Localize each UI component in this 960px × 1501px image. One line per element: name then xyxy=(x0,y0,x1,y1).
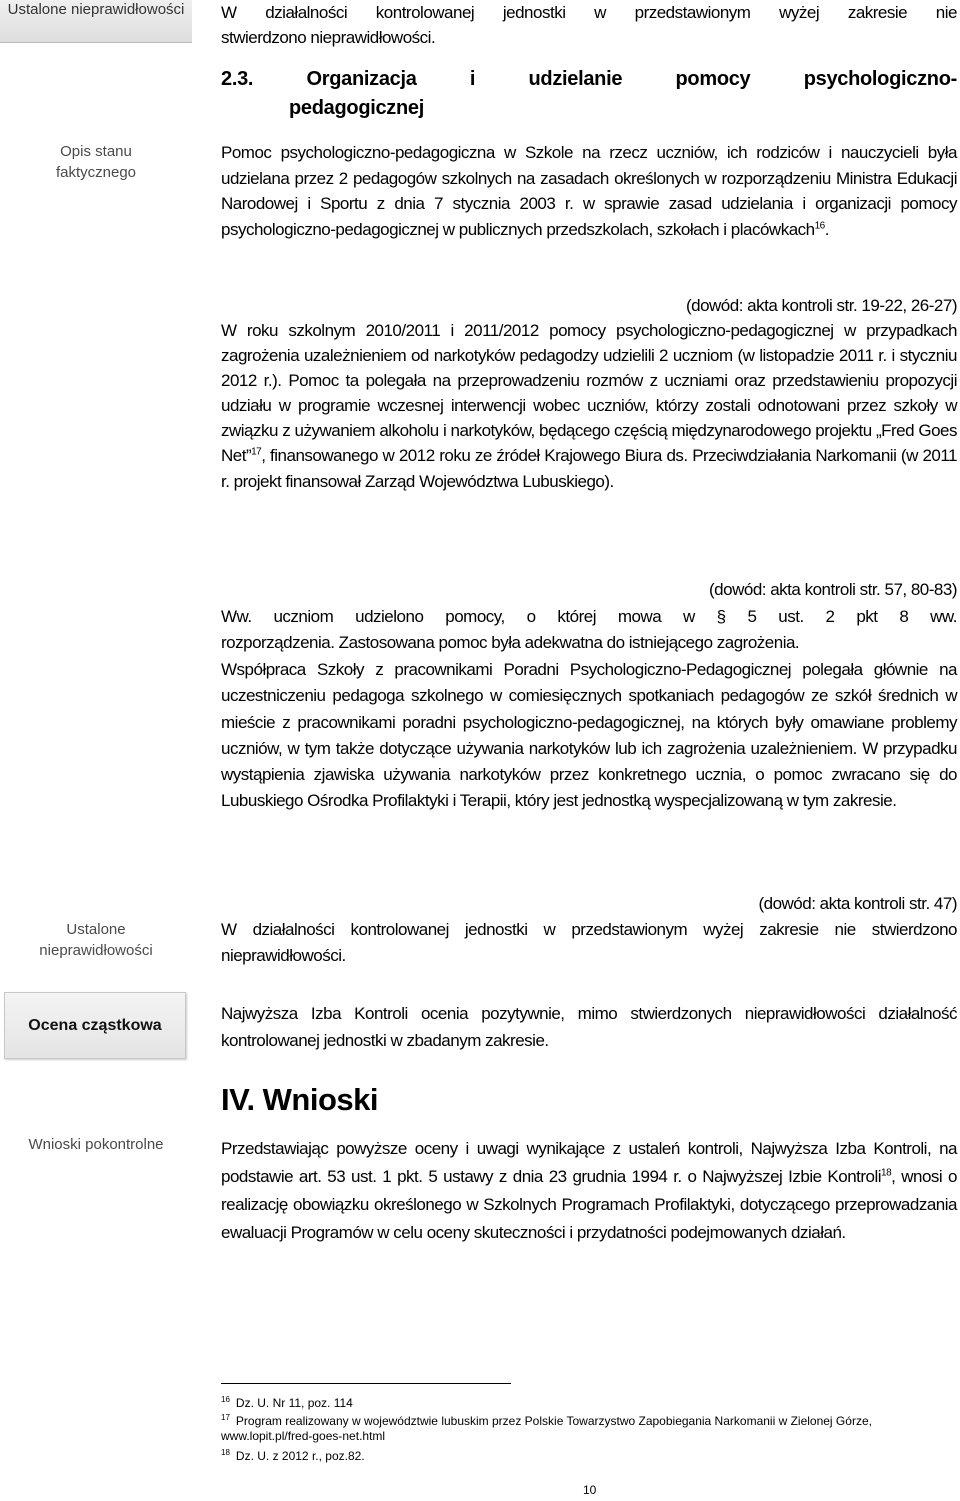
conclusions-text-b: , wnosi o realizację obowiązku określonego w Szkolnych Programach Profilaktyki, dotyczącego przeprowadzania ewaluacji Programów w celu oceny skuteczności i przydatności podejmowanych działań. xyxy=(221,1167,958,1242)
sidebar-label-opis: Opis stanu faktycznego xyxy=(55,143,137,181)
footnote-ref-17: 17 xyxy=(251,446,262,458)
footnote-number: 18 xyxy=(221,1448,230,1457)
evidence-1: (dowód: akta kontroli str. 19-22, 26-27) xyxy=(685,296,957,315)
paragraph-2-text-cont: , finansowanego w 2012 roku ze źródeł Krajowego Biura ds. Przeciwdziałania Narkomanii (w 2011 r. projekt finansował Zarząd Województwa Lubuskiego). xyxy=(221,446,957,491)
conclusions-text xyxy=(221,1135,957,1247)
conclusions-heading: IV. Wnioski xyxy=(221,1082,379,1117)
paragraph-2 xyxy=(221,318,957,494)
conclusions-text-a: Przedstawiając powyższe oceny i uwagi wynikające z ustaleń kontroli, Najwyższa Izba Kontroli, na podstawie art. 53 ust. 1 pkt. 5 ustawy z dnia 23 grudnia 1994 r. o Najwyższej Izbie Kontroli xyxy=(221,1139,957,1186)
footnote-number: 17 xyxy=(221,1413,230,1422)
sidebar-label-ocena: Ocena cząstkowa xyxy=(4,992,186,1059)
paragraph-3-line-2: rozporządzenia. Zastosowana pomoc była adekwatna do istniejącego zagrożenia. xyxy=(221,633,800,652)
intro-line-2: stwierdzono nieprawidłowości. xyxy=(221,28,436,47)
section-heading: 2.3. Organizacja i udzielanie pomocy psychologiczno- xyxy=(221,68,957,90)
footnote-text: Dz. U. Nr 11, poz. 114 xyxy=(235,1396,353,1410)
footnote-17 xyxy=(221,1414,957,1444)
sidebar-label-ustalone: Ustalone nieprawidłowości xyxy=(39,921,153,959)
finding-text: W działalności kontrolowanej jednostki w przedstawionym wyżej zakresie nie stwierdzono nieprawidłowości. xyxy=(221,920,957,965)
evidence-3: (dowód: akta kontroli str. 47) xyxy=(758,894,957,913)
section-heading-cont: pedagogicznej xyxy=(289,97,425,119)
paragraph-2-text: W roku szkolnym 2010/2011 i 2011/2012 pomocy psychologiczno-pedagogicznej w przypadkach zagrożenia uzależnieniem od narkotyków pedagodzy udzielili 2 uczniom (w listopadzie 2011 r. i styczniu 2012 r.). Pomoc ta polegała na przeprowadzeniu rozmów z uczniami oraz przedstawieniu propozycji udziału w programie wczesnej interwencji wobec uczniów, którzy zostali odnotowani przez szkoły w związku z używaniem alkoholu i narkotyków, będącego częścią międzynarodowego projektu „Fred Goes Net” xyxy=(221,321,957,466)
footnote-18 xyxy=(221,1449,957,1464)
paragraph-1-text: Pomoc psychologiczno-pedagogiczna w Szkole na rzecz uczniów, ich rodziców i nauczycieli była udzielana przez 2 pedagogów szkolnych na zasadach określonych w rozporządzeniu Ministra Edukacji Narodowej i Sportu z dnia 7 stycznia 2003 r. w sprawie zasad udzielania i organizacji pomocy psychologiczno-pedagogicznej w publicznych przedszkolach, szkołach i placówkach xyxy=(221,143,957,239)
paragraph-4: Współpraca Szkoły z pracownikami Poradni Psychologiczno-Pedagogicznej polegała głównie na uczestniczeniu pedagoga szkolnego w comiesięcznych spotkaniach pedagogów ze szkół średnich w mieście z pracownikami poradni psychologiczno-pedagogicznej, na których były omawiane problemy uczniów, w tym także dotyczące używania narkotyków lub ich zagrożenia uzależnieniem. W przypadku wystąpienia zjawiska używania narkotyków przez konkretnego ucznia, o pomoc zwracano się do Lubuskiego Ośrodka Profilaktyki i Terapii, który jest jednostką wyspecjalizowaną w tym zakresie. xyxy=(221,660,957,811)
page-number: 10 xyxy=(583,1483,597,1497)
sidebar-label-ustalone-top: Ustalone nieprawidłowości xyxy=(7,1,185,18)
footnote-separator xyxy=(221,1383,511,1384)
footnote-number: 16 xyxy=(221,1395,230,1404)
footnote-16 xyxy=(221,1396,957,1411)
sidebar-label-wnioski: Wnioski pokontrolne xyxy=(28,1136,164,1153)
evidence-2: (dowód: akta kontroli str. 57, 80-83) xyxy=(709,580,957,599)
footnote-ref-16: 16 xyxy=(814,220,825,232)
footnote-text: Program realizowany w województwie lubuskim przez Polskie Towarzystwo Zapobiegania Narkomanii w Zielonej Górze, www.lopit.pl/fred-goes-net.html xyxy=(221,1414,872,1443)
footnote-text: Dz. U. z 2012 r., poz.82. xyxy=(235,1449,365,1463)
assessment-text: Najwyższa Izba Kontroli ocenia pozytywnie, mimo stwierdzonych nieprawidłowości działalność kontrolowanej jednostki w zbadanym zakresie. xyxy=(221,1004,957,1050)
paragraph-3-line-1: Ww. uczniom udzielono pomocy, o której mowa w § 5 ust. 2 pkt 8 ww. xyxy=(221,607,957,626)
paragraph-1 xyxy=(221,140,957,242)
paragraph-1-end: . xyxy=(824,219,829,239)
intro-line-1: W działalności kontrolowanej jednostki w przedstawionym wyżej zakresie nie xyxy=(221,3,957,22)
footnote-ref-18: 18 xyxy=(881,1167,892,1179)
